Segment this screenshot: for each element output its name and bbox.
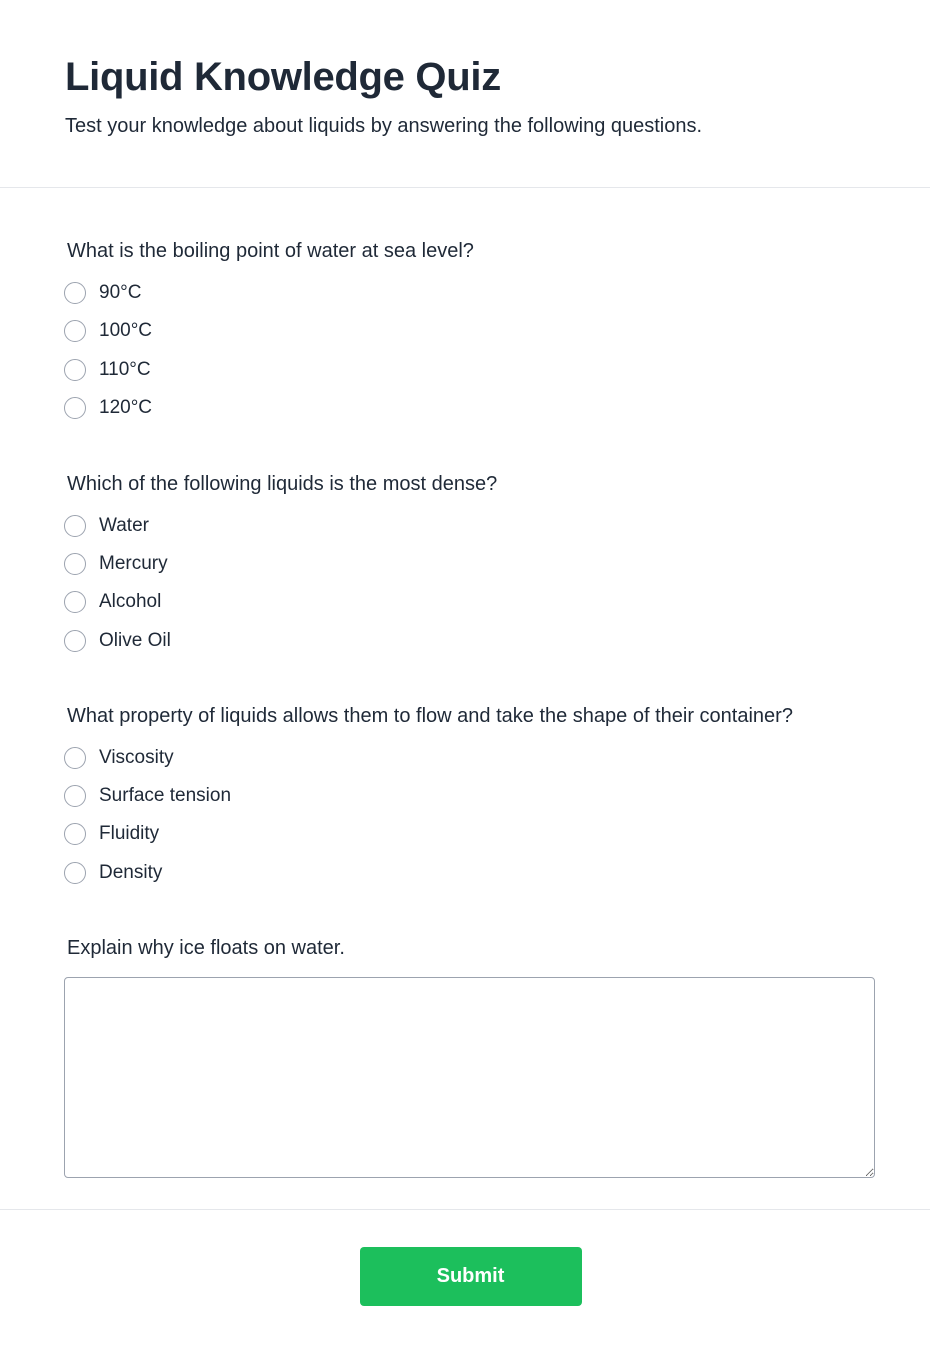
- option-label: 90°C: [99, 282, 142, 303]
- option-density[interactable]: [64, 861, 875, 885]
- radio-button[interactable]: [64, 397, 86, 419]
- radio-button[interactable]: [64, 515, 86, 537]
- option-label: Olive Oil: [99, 629, 171, 651]
- option-label: 100°C: [99, 320, 153, 342]
- options-group: [64, 514, 875, 653]
- options-group: [64, 281, 875, 420]
- option-water[interactable]: [64, 514, 875, 538]
- option-label: Mercury: [99, 553, 168, 575]
- option-label: Viscosity: [99, 746, 174, 768]
- option-fluidity[interactable]: [64, 822, 875, 846]
- radio-button[interactable]: [64, 553, 86, 575]
- option-100c[interactable]: [64, 319, 875, 343]
- page-subtitle: Test your knowledge about liquids by answering the following questions.: [65, 115, 703, 137]
- radio-button[interactable]: [64, 282, 86, 304]
- option-120c[interactable]: [64, 396, 875, 420]
- radio-button[interactable]: [64, 785, 86, 807]
- question-1: [64, 188, 875, 420]
- question-text: Which of the following liquids is the most dense?: [67, 472, 498, 495]
- question-4: [64, 885, 875, 1178]
- radio-button[interactable]: [64, 862, 86, 884]
- option-label: Density: [99, 861, 163, 883]
- radio-button[interactable]: [64, 630, 86, 652]
- radio-button[interactable]: [64, 591, 86, 613]
- form-footer: [0, 1210, 930, 1306]
- option-mercury[interactable]: [64, 552, 875, 576]
- answer-textarea[interactable]: [64, 977, 875, 1178]
- quiz-header: [0, 0, 930, 188]
- radio-button[interactable]: [64, 747, 86, 769]
- page-title: Liquid Knowledge Quiz: [65, 55, 501, 99]
- option-90c[interactable]: [64, 281, 875, 305]
- question-3: [64, 653, 875, 885]
- option-olive-oil[interactable]: [64, 629, 875, 653]
- radio-button[interactable]: [64, 359, 86, 381]
- option-surface-tension[interactable]: [64, 784, 875, 808]
- question-text: What is the boiling point of water at sea level?: [67, 240, 474, 262]
- radio-button[interactable]: [64, 823, 86, 845]
- option-viscosity[interactable]: [64, 746, 875, 770]
- question-2: [64, 420, 875, 653]
- submit-button[interactable]: Submit: [360, 1247, 582, 1306]
- option-label: 110°C: [99, 358, 151, 380]
- option-alcohol[interactable]: [64, 590, 875, 614]
- option-label: Fluidity: [99, 823, 160, 845]
- option-label: Surface tension: [99, 785, 232, 807]
- question-text: Explain why ice floats on water.: [67, 936, 345, 959]
- option-label: Water: [99, 514, 149, 536]
- option-110c[interactable]: [64, 358, 875, 382]
- option-label: 120°C: [99, 396, 153, 418]
- question-text: What property of liquids allows them to flow and take the shape of their container?: [67, 704, 793, 727]
- radio-button[interactable]: [64, 320, 86, 342]
- option-label: Alcohol: [99, 591, 162, 613]
- options-group: [64, 746, 875, 885]
- quiz-form: [0, 188, 930, 1210]
